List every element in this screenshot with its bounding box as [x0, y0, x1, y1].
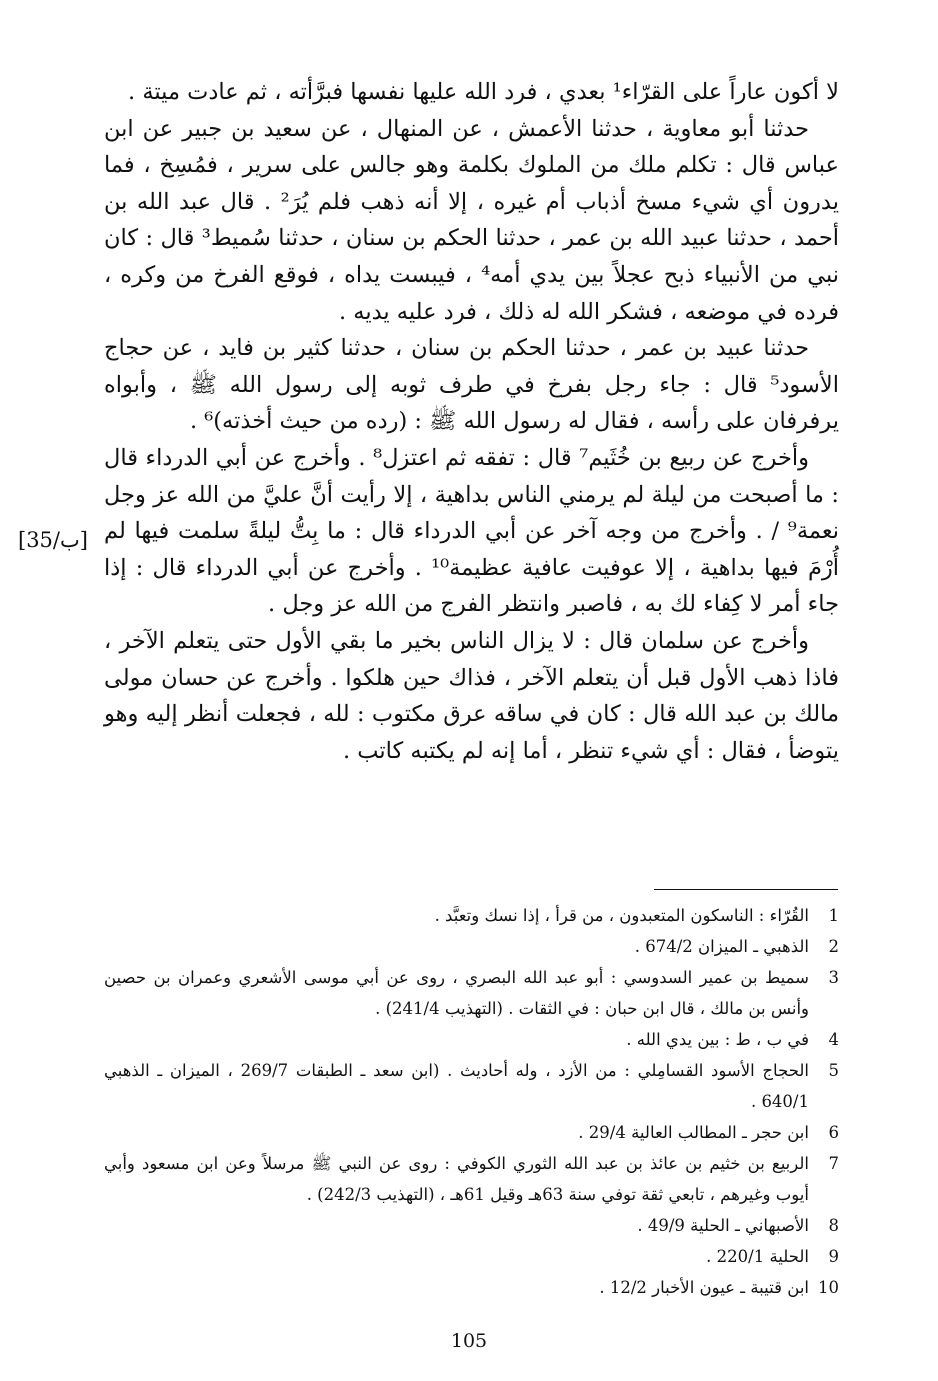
footnote-text: سميط بن عمير السدوسي : أبو عبد الله البصري ، روى عن أبي موسى الأشعري وعمران بن حصين وأنس بن مالك ، قال ابن حبان : في الثقات . (التهذيب 241/4) . — [104, 968, 809, 1018]
footnote — [104, 1241, 839, 1272]
footnote — [104, 1210, 839, 1241]
manuscript-folio-marker: [35/ب] — [18, 528, 88, 552]
footnote — [104, 1024, 839, 1055]
paragraph-5: وأخرج عن سلمان قال : لا يزال الناس بخير ما بقي الأول حتى يتعلم الآخر ، فاذا ذهب الأول قبل أن يتعلم الآخر ، فذاك حين هلكوا . وأخرج عن حسان مولى مالك بن عبد الله قال : كان في ساقه عرق مكتوب : لله ، فجعلت أنظر إليه وهو يتوضأ ، فقال : أي شيء تنظر ، أما إنه لم يكتبه كاتب . — [104, 627, 839, 764]
footnote-text: الربيع بن خثيم بن عائذ بن عبد الله الثوري الكوفي : روى عن النبي ﷺ مرسلاً وعن ابن مسعود وأبي أيوب وغيرهم ، تابعي ثقة توفي سنة 63هـ وقيل 61هـ ، (التهذيب 242/3) . — [104, 1154, 809, 1204]
footnote-text: الذهبي ـ الميزان 674/2 . — [634, 937, 809, 956]
footnote — [104, 1148, 839, 1210]
footnote-number: 2 — [828, 937, 839, 956]
footnote-number: 3 — [828, 968, 839, 987]
footnote-number: 4 — [828, 1030, 839, 1049]
footnote-number: 1 — [828, 906, 839, 925]
page-number: 105 — [450, 1330, 488, 1352]
footnote — [104, 1055, 839, 1117]
footnote — [104, 1272, 839, 1303]
footnote-separator — [654, 889, 838, 890]
footnote — [104, 962, 839, 1024]
footnote-text: الحلية 220/1 . — [706, 1247, 809, 1266]
footnote-number: 5 — [828, 1061, 839, 1080]
footnote-text: الحجاج الأسود القسامِلي : من الأزد ، وله أحاديث . (ابن سعد ـ الطبقات 269/7 ، الميزان ـ الذهبي 640/1 . — [104, 1061, 810, 1111]
main-text — [104, 74, 839, 769]
footnote-text: القُرّاء : الناسكون المتعبدون ، من قرأ ، إذا نسك وتعبَّد . — [434, 906, 809, 925]
footnote-text: ابن قتيبة ـ عيون الأخبار 12/2 . — [599, 1278, 809, 1297]
footnote — [104, 1117, 839, 1148]
footnote — [104, 900, 839, 931]
footnote-number: 6 — [828, 1123, 839, 1142]
footnote-number: 8 — [828, 1216, 839, 1235]
footnote — [104, 931, 839, 962]
footnote-number: 10 — [818, 1278, 839, 1297]
footnotes — [104, 900, 839, 1303]
paragraph-3: حدثنا عبيد بن عمر ، حدثنا الحكم بن سنان ، حدثنا كثير بن فايد ، عن حجاج الأسود⁵ قال : جاء رجل بفرخ في طرف ثوبه إلى رسول الله ﷺ ، وأبواه يرفرفان على رأسه ، فقال له رسول الله ﷺ : (رده من حيث أخذته)⁶ . — [104, 335, 839, 435]
paragraph-1: لا أكون عاراً على القرّاء¹ بعدي ، فرد الله عليها نفسها فبرَّأته ، ثم عادت ميتة . — [128, 79, 839, 105]
footnote-text: في ب ، ط : بين يدي الله . — [626, 1030, 809, 1049]
footnote-number: 7 — [828, 1154, 839, 1173]
footnote-text: الأصبهاني ـ الحلية 49/9 . — [637, 1216, 809, 1235]
footnote-text: ابن حجر ـ المطالب العالية 29/4 . — [578, 1123, 809, 1142]
paragraph-2: حدثنا أبو معاوية ، حدثنا الأعمش ، عن المنهال ، عن سعيد بن جبير عن ابن عباس قال : تكلم ملك من الملوك بكلمة وهو جالس على سرير ، فمُسِخ ، فما يدرون أي شيء مسخ أذباب أم غيره ، إلا أنه ذهب فلم يُرَ² . قال عبد الله بن أحمد ، حدثنا عبيد الله بن عمر ، حدثنا الحكم بن سنان ، حدثنا سُميط³ قال : كان نبي من الأنبياء ذبح عجلاً بين يدي أمه⁴ ، فيبست يداه ، فوقع الفرخ من وكره ، فرده في موضعه ، فشكر الله له ذلك ، فرد عليه يديه . — [104, 115, 839, 325]
paragraph-4: وأخرج عن ربيع بن خُثَيم⁷ قال : تفقه ثم اعتزل⁸ . وأخرج عن أبي الدرداء قال : ما أصبحت من ليلة لم يرمني الناس بداهية ، إلا رأيت أنَّ عليَّ من الله عز وجل نعمة⁹ / . وأخرج من وجه آخر عن أبي الدرداء قال : ما بِتُّ ليلةً سلمت فيها لم أُرْمَ فيها بداهية ، إلا عوفيت عافية عظيمة¹⁰ . وأخرج عن أبي الدرداء قال : إذا جاء أمر لا كِفاء لك به ، فاصبر وانتظر الفرج من الله عز وجل . — [104, 444, 839, 618]
footnote-number: 9 — [828, 1247, 839, 1266]
